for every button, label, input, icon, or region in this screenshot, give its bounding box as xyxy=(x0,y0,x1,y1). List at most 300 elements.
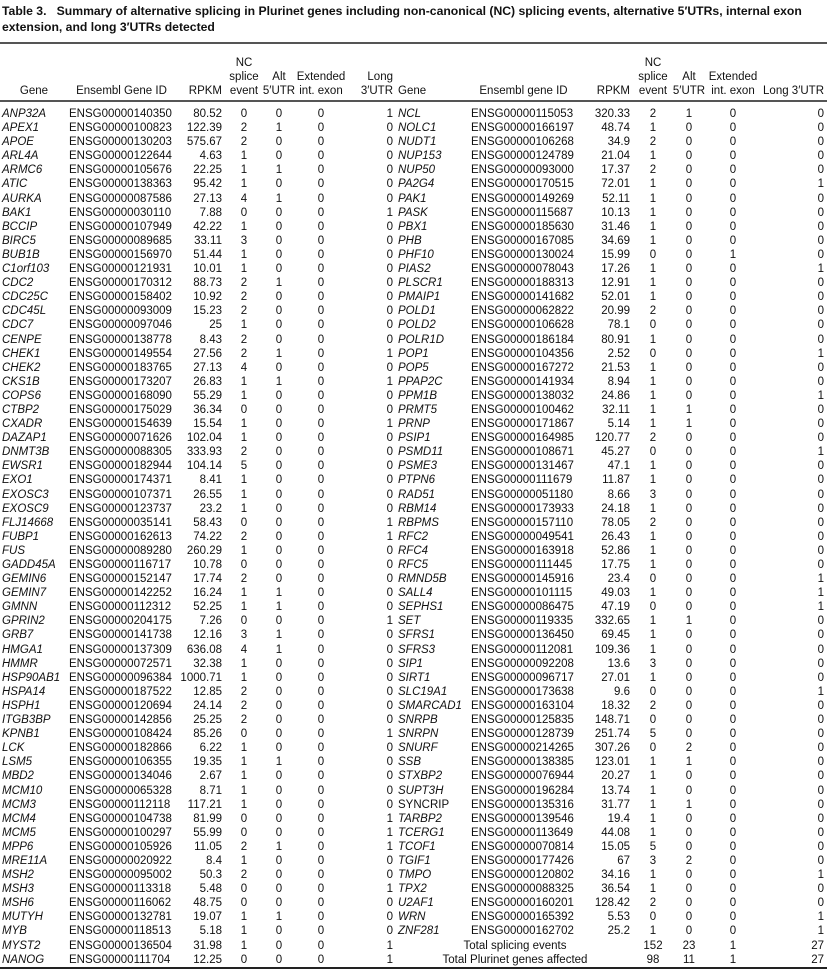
alt-5utr-cell: 0 xyxy=(685,714,693,727)
ensembl-id-cell: ENSG00000111445 xyxy=(471,559,573,571)
rpkm-cell: 17.26 xyxy=(601,263,630,276)
rpkm-cell: 10.01 xyxy=(193,263,222,276)
rpkm-cell: 8.94 xyxy=(607,375,630,388)
long-3utr-cell: 0 xyxy=(386,234,393,247)
alt-5utr-cell: 1 xyxy=(275,840,283,853)
gene-cell: PSME3 xyxy=(398,460,437,473)
ext-exon-cell: 0 xyxy=(729,277,737,290)
gene-cell: RFC4 xyxy=(398,544,429,557)
ensembl-id-cell: ENSG00000182944 xyxy=(69,460,172,473)
gene-cell: RMND5B xyxy=(398,573,447,586)
alt-5utr-cell: 1 xyxy=(275,911,283,924)
ensembl-id-cell: ENSG00000166197 xyxy=(471,122,574,135)
ext-exon-cell: 0 xyxy=(317,136,325,149)
ext-exon-cell: 0 xyxy=(317,544,325,557)
gene-cell: POLD1 xyxy=(398,305,436,318)
nc-splice-cell: 1 xyxy=(240,220,248,233)
long-3utr-cell: 0 xyxy=(386,911,393,924)
long-3utr-cell: 0 xyxy=(386,714,393,727)
gene-cell: NCL xyxy=(398,108,422,120)
alt-5utr-cell: 0 xyxy=(275,446,283,459)
ext-exon-cell: 0 xyxy=(317,883,325,896)
rpkm-cell: 48.75 xyxy=(193,897,222,910)
alt-5utr-cell: 0 xyxy=(275,742,283,755)
alt-5utr-cell: 0 xyxy=(685,220,693,233)
table-row xyxy=(0,333,827,347)
nc-splice-cell: 1 xyxy=(649,234,657,247)
nc-splice-cell: 1 xyxy=(240,389,248,402)
ext-exon-cell: 1 xyxy=(729,248,737,261)
alt-5utr-cell: 1 xyxy=(275,375,283,388)
long-3utr-cell: 1 xyxy=(386,840,393,853)
ext-exon-cell: 0 xyxy=(729,192,737,205)
ensembl-id-cell: ENSG00000108671 xyxy=(471,446,574,459)
ensembl-id-cell: ENSG00000162702 xyxy=(471,925,574,938)
rpkm-cell: 31.98 xyxy=(193,939,222,952)
alt-5utr-cell: 0 xyxy=(275,361,283,374)
ext-exon-cell: 0 xyxy=(317,502,325,515)
gene-cell: MCM5 xyxy=(2,826,36,839)
table-row xyxy=(0,163,827,177)
gene-cell: SMARCAD1 xyxy=(398,699,462,712)
alt-5utr-cell: 0 xyxy=(275,714,283,727)
ext-exon-cell: 0 xyxy=(317,291,325,304)
gene-cell: CXADR xyxy=(2,418,43,431)
ensembl-id-cell: ENSG00000093000 xyxy=(471,164,574,177)
ext-exon-cell: 0 xyxy=(729,516,737,529)
alt-5utr-cell: 1 xyxy=(685,108,693,120)
long-3utr-cell: 0 xyxy=(386,559,393,571)
nc-splice-cell: 1 xyxy=(649,770,657,783)
alt-5utr-cell: 0 xyxy=(685,122,693,135)
long-3utr-cell: 0 xyxy=(386,333,393,346)
ext-exon-cell: 0 xyxy=(729,742,737,755)
ensembl-id-cell: ENSG00000132781 xyxy=(69,911,172,924)
gene-cell: ITGB3BP xyxy=(2,714,51,727)
gene-cell: RAD51 xyxy=(398,488,436,501)
alt-5utr-cell: 0 xyxy=(275,854,283,867)
alt-5utr-cell: 0 xyxy=(685,728,693,741)
gene-cell: KPNB1 xyxy=(2,728,40,741)
alt-5utr-cell: 0 xyxy=(275,826,283,839)
nc-splice-cell: 1 xyxy=(240,911,248,924)
long-3utr-cell: 0 xyxy=(817,812,824,825)
ensembl-id-cell: ENSG00000163104 xyxy=(471,699,574,712)
table-row xyxy=(0,502,827,516)
rpkm-cell: 9.6 xyxy=(614,685,630,698)
nc-splice-cell: 1 xyxy=(649,178,657,191)
nc-splice-cell: 0 xyxy=(240,826,248,839)
gene-cell: SET xyxy=(398,615,421,628)
rpkm-cell: 575.67 xyxy=(186,136,222,149)
ensembl-id-cell: ENSG00000188313 xyxy=(471,277,574,290)
alt-5utr-cell: 0 xyxy=(685,389,693,402)
gene-cell: NUP153 xyxy=(398,150,442,163)
table-row xyxy=(0,685,827,699)
ensembl-id-cell: ENSG00000141738 xyxy=(69,629,172,642)
long-3utr-cell: 0 xyxy=(817,488,824,501)
ensembl-id-cell: ENSG00000165392 xyxy=(471,911,574,924)
alt-5utr-cell: 1 xyxy=(685,798,693,811)
rpkm-cell: 12.85 xyxy=(193,685,222,698)
table-row xyxy=(0,586,827,600)
rpkm-cell: 109.36 xyxy=(594,643,630,656)
alt-5utr-cell: 0 xyxy=(685,516,693,529)
alt-5utr-cell: 1 xyxy=(685,418,693,431)
long-3utr-cell: 1 xyxy=(386,615,393,628)
alt-5utr-cell: 0 xyxy=(685,925,693,938)
alt-5utr-cell: 1 xyxy=(685,615,693,628)
long-3utr-cell: 0 xyxy=(817,643,824,656)
ext-exon-cell: 0 xyxy=(729,784,737,797)
rpkm-cell: 333.93 xyxy=(186,446,222,459)
ext-exon-cell: 0 xyxy=(729,164,737,177)
gene-cell: DAZAP1 xyxy=(2,432,47,445)
nc-splice-cell: 2 xyxy=(240,685,248,698)
alt-5utr-cell: 0 xyxy=(275,403,283,416)
rpkm-cell: 17.74 xyxy=(193,573,222,586)
nc-splice-cell: 2 xyxy=(649,136,657,149)
ensembl-id-cell: ENSG00000130203 xyxy=(69,136,172,149)
ensembl-id-cell: ENSG00000108424 xyxy=(69,728,172,741)
rpkm-cell: 320.33 xyxy=(594,108,630,120)
ensembl-id-cell: ENSG00000116717 xyxy=(69,559,172,571)
ensembl-id-cell: ENSG00000071626 xyxy=(69,432,172,445)
gene-cell: SNRPB xyxy=(398,714,438,727)
ext-exon-cell: 0 xyxy=(317,319,325,332)
ensembl-id-cell: ENSG00000111704 xyxy=(69,953,171,966)
long-3utr-cell: 0 xyxy=(386,854,393,867)
rpkm-cell: 85.26 xyxy=(193,728,222,741)
ensembl-id-cell: ENSG00000086475 xyxy=(471,601,574,614)
rpkm-cell: 52.25 xyxy=(193,601,222,614)
ensembl-id-cell: ENSG00000051180 xyxy=(471,488,574,501)
long-3utr-cell: 0 xyxy=(386,277,393,290)
ensembl-id-cell: ENSG00000118513 xyxy=(69,925,172,938)
alt-5utr-cell: 0 xyxy=(685,911,693,924)
long-3utr-cell: 1 xyxy=(386,418,393,431)
gene-cell: COPS6 xyxy=(2,389,41,402)
nc-splice-cell: 1 xyxy=(240,544,248,557)
rpkm-cell: 7.88 xyxy=(199,206,222,219)
nc-splice-cell: 1 xyxy=(649,403,657,416)
nc-splice-cell: 0 xyxy=(649,911,657,924)
table-row xyxy=(0,798,827,812)
rpkm-cell: 10.13 xyxy=(601,206,630,219)
gene-cell: PIAS2 xyxy=(398,263,431,276)
column-header: Ensembl Gene ID xyxy=(66,44,174,101)
gene-cell: SALL4 xyxy=(398,587,433,600)
long-3utr-cell: 0 xyxy=(817,136,824,149)
nc-splice-cell: 1 xyxy=(649,812,657,825)
nc-splice-cell: 2 xyxy=(240,277,248,290)
rpkm-cell: 11.05 xyxy=(194,840,222,853)
gene-cell: NUDT1 xyxy=(398,136,437,149)
long-3utr-cell: 1 xyxy=(386,728,393,741)
ext-exon-cell: 0 xyxy=(729,150,737,163)
nc-splice-cell: 1 xyxy=(649,333,657,346)
table-row xyxy=(0,347,827,361)
gene-cell: POP1 xyxy=(398,347,429,360)
rpkm-cell: 2.67 xyxy=(199,770,222,783)
column-header: RPKM xyxy=(174,44,226,101)
ensembl-id-cell: ENSG00000139546 xyxy=(471,812,574,825)
gene-cell: MUTYH xyxy=(2,911,43,924)
rpkm-cell: 2.52 xyxy=(607,347,630,360)
table-row xyxy=(0,135,827,149)
ensembl-id-cell: ENSG00000105676 xyxy=(69,164,172,177)
gene-cell: SYNCRIP xyxy=(398,798,450,811)
nc-splice-cell: 0 xyxy=(649,446,657,459)
alt-5utr-cell: 0 xyxy=(685,530,693,543)
nc-splice-cell: 2 xyxy=(240,699,248,712)
nc-splice-cell: 1 xyxy=(240,854,248,867)
ext-exon-cell: 0 xyxy=(729,220,737,233)
ext-exon-cell: 0 xyxy=(729,812,737,825)
total-value: 27 xyxy=(811,953,824,966)
ensembl-id-cell: ENSG00000136504 xyxy=(69,939,172,952)
rpkm-cell: 11.87 xyxy=(602,474,630,487)
table-row xyxy=(0,868,827,882)
long-3utr-cell: 0 xyxy=(386,178,393,191)
ext-exon-cell: 0 xyxy=(317,939,325,952)
nc-splice-cell: 0 xyxy=(240,883,248,896)
nc-splice-cell: 0 xyxy=(649,573,657,586)
gene-cell: PTPN6 xyxy=(398,474,436,487)
column-header: Long 3′UTR xyxy=(346,44,396,101)
rpkm-cell: 19.4 xyxy=(607,812,630,825)
ensembl-id-cell: ENSG00000183765 xyxy=(69,361,172,374)
gene-cell: TCOF1 xyxy=(398,840,436,853)
gene-cell: SNURF xyxy=(398,742,438,755)
long-3utr-cell: 0 xyxy=(386,629,393,642)
rpkm-cell: 260.29 xyxy=(186,544,222,557)
nc-splice-cell: 1 xyxy=(649,375,657,388)
ensembl-id-cell: ENSG00000156970 xyxy=(69,248,172,261)
ensembl-id-cell: ENSG00000141682 xyxy=(471,291,574,304)
ensembl-id-cell: ENSG00000135316 xyxy=(471,798,574,811)
table-row xyxy=(0,304,827,318)
alt-5utr-cell: 0 xyxy=(685,883,693,896)
long-3utr-cell: 0 xyxy=(386,657,393,670)
gene-cell: PPAP2C xyxy=(398,375,443,388)
nc-splice-cell: 0 xyxy=(649,347,657,360)
alt-5utr-cell: 0 xyxy=(275,333,283,346)
gene-cell: PLSCR1 xyxy=(398,277,443,290)
gene-cell: PASK xyxy=(398,206,428,219)
ext-exon-cell: 0 xyxy=(729,361,737,374)
alt-5utr-cell: 0 xyxy=(685,375,693,388)
gene-cell: STXBP2 xyxy=(398,770,443,783)
gene-cell: HMGA1 xyxy=(2,643,43,656)
ensembl-id-cell: ENSG00000140350 xyxy=(69,108,172,120)
table-row xyxy=(0,812,827,826)
ensembl-id-cell: ENSG00000121931 xyxy=(69,263,172,276)
alt-5utr-cell: 2 xyxy=(685,742,693,755)
table-row xyxy=(0,544,827,558)
gene-cell: FLJ14668 xyxy=(2,516,54,529)
rpkm-cell: 251.74 xyxy=(594,728,630,741)
rpkm-cell: 72.01 xyxy=(601,178,630,191)
total-value: 11 xyxy=(683,953,695,966)
ensembl-id-cell: ENSG00000124789 xyxy=(471,150,574,163)
nc-splice-cell: 2 xyxy=(240,305,248,318)
ext-exon-cell: 0 xyxy=(729,798,737,811)
ensembl-id-cell: ENSG00000137309 xyxy=(69,643,172,656)
ensembl-id-cell: ENSG00000149554 xyxy=(69,347,172,360)
alt-5utr-cell: 1 xyxy=(685,403,693,416)
table-row xyxy=(0,572,827,586)
alt-5utr-cell: 0 xyxy=(685,629,693,642)
long-3utr-cell: 0 xyxy=(386,389,393,402)
gene-cell: CDC25C xyxy=(2,291,49,304)
alt-5utr-cell: 1 xyxy=(275,756,283,769)
ensembl-id-cell: ENSG00000076944 xyxy=(471,770,574,783)
long-3utr-cell: 0 xyxy=(386,587,393,600)
ensembl-id-cell: ENSG00000125835 xyxy=(471,714,574,727)
ext-exon-cell: 0 xyxy=(729,544,737,557)
rpkm-cell: 15.54 xyxy=(193,418,222,431)
nc-splice-cell: 1 xyxy=(649,291,657,304)
ext-exon-cell: 0 xyxy=(317,685,325,698)
ext-exon-cell: 0 xyxy=(729,559,737,571)
ext-exon-cell: 0 xyxy=(729,587,737,600)
long-3utr-cell: 0 xyxy=(386,544,393,557)
rpkm-cell: 47.19 xyxy=(601,601,630,614)
long-3utr-cell: 0 xyxy=(386,671,393,684)
alt-5utr-cell: 0 xyxy=(275,108,283,120)
table-caption xyxy=(0,0,827,37)
gene-cell: NOLC1 xyxy=(398,122,437,135)
table-row xyxy=(0,459,827,473)
alt-5utr-cell: 0 xyxy=(275,812,283,825)
rpkm-cell: 102.04 xyxy=(186,432,222,445)
table-row xyxy=(0,431,827,445)
ext-exon-cell: 0 xyxy=(317,305,325,318)
alt-5utr-cell: 0 xyxy=(275,150,283,163)
rpkm-cell: 13.74 xyxy=(601,784,630,797)
gene-cell: TPX2 xyxy=(398,883,427,896)
gene-cell: EWSR1 xyxy=(2,460,43,473)
alt-5utr-cell: 0 xyxy=(275,319,283,332)
table-row xyxy=(0,318,827,332)
gene-cell: GADD45A xyxy=(2,559,56,571)
gene-cell: PMAIP1 xyxy=(398,291,441,304)
long-3utr-cell: 0 xyxy=(817,615,824,628)
alt-5utr-cell: 0 xyxy=(275,178,283,191)
nc-splice-cell: 1 xyxy=(649,474,657,487)
alt-5utr-cell: 0 xyxy=(275,291,283,304)
nc-splice-cell: 0 xyxy=(240,206,248,219)
table-row xyxy=(0,643,827,657)
table-row xyxy=(0,741,827,755)
table-row xyxy=(0,628,827,642)
long-3utr-cell: 0 xyxy=(817,474,824,487)
nc-splice-cell: 3 xyxy=(240,234,248,247)
alt-5utr-cell: 0 xyxy=(685,446,693,459)
ext-exon-cell: 0 xyxy=(729,530,737,543)
table-row xyxy=(0,840,827,854)
ext-exon-cell: 0 xyxy=(729,136,737,149)
nc-splice-cell: 4 xyxy=(240,361,248,374)
alt-5utr-cell: 0 xyxy=(685,671,693,684)
long-3utr-cell: 0 xyxy=(817,375,824,388)
rpkm-cell: 33.11 xyxy=(194,234,222,247)
gene-cell: MYST2 xyxy=(2,939,41,952)
nc-splice-cell: 1 xyxy=(649,925,657,938)
column-header: Extended int. exon xyxy=(296,44,346,101)
alt-5utr-cell: 0 xyxy=(685,206,693,219)
ensembl-id-cell: ENSG00000106355 xyxy=(69,756,172,769)
table-row xyxy=(0,614,827,628)
long-3utr-cell: 0 xyxy=(817,164,824,177)
nc-splice-cell: 0 xyxy=(240,812,248,825)
ext-exon-cell: 0 xyxy=(729,657,737,670)
long-3utr-cell: 1 xyxy=(386,812,393,825)
gene-cell: PA2G4 xyxy=(398,178,435,191)
alt-5utr-cell: 0 xyxy=(685,164,693,177)
ensembl-id-cell: ENSG00000116062 xyxy=(69,897,172,910)
alt-5utr-cell: 0 xyxy=(275,869,283,882)
ensembl-id-cell: ENSG00000092208 xyxy=(471,657,574,670)
table-row xyxy=(0,248,827,262)
ensembl-id-cell: ENSG00000106268 xyxy=(471,136,574,149)
ext-exon-cell: 0 xyxy=(317,418,325,431)
long-3utr-cell: 0 xyxy=(817,305,824,318)
ext-exon-cell: 0 xyxy=(729,432,737,445)
ensembl-id-cell: ENSG00000113318 xyxy=(69,883,172,896)
alt-5utr-cell: 0 xyxy=(685,291,693,304)
ensembl-id-cell: ENSG00000142856 xyxy=(69,714,172,727)
ensembl-id-cell: ENSG00000162613 xyxy=(69,530,172,543)
gene-cell: APOE xyxy=(2,136,34,149)
nc-splice-cell: 2 xyxy=(240,446,248,459)
ext-exon-cell: 0 xyxy=(729,911,737,924)
long-3utr-cell: 1 xyxy=(817,685,824,698)
nc-splice-cell: 1 xyxy=(240,502,248,515)
nc-splice-cell: 1 xyxy=(649,671,657,684)
ensembl-id-cell: ENSG00000173207 xyxy=(69,375,172,388)
long-3utr-cell: 0 xyxy=(386,474,393,487)
ext-exon-cell: 0 xyxy=(729,629,737,642)
table-row xyxy=(0,361,827,375)
table-title: Summary of alternative splicing in Plurinet genes including non-canonical (NC) splicing events, alternative 5′UTRs, internal exon extension, and long 3′UTRs detected xyxy=(2,4,802,34)
rpkm-cell: 26.55 xyxy=(193,488,222,501)
alt-5utr-cell: 1 xyxy=(275,629,283,642)
gene-cell: MPP6 xyxy=(2,840,34,853)
ext-exon-cell: 0 xyxy=(317,812,325,825)
table-body xyxy=(0,101,827,967)
nc-splice-cell: 2 xyxy=(649,305,657,318)
ensembl-id-cell: ENSG00000120802 xyxy=(471,869,574,882)
rpkm-cell: 74.22 xyxy=(193,530,222,543)
nc-splice-cell: 3 xyxy=(649,854,657,867)
gene-cell: SSB xyxy=(398,756,422,769)
long-3utr-cell: 0 xyxy=(386,488,393,501)
gene-cell: PAK1 xyxy=(398,192,427,205)
table-row xyxy=(0,417,827,431)
nc-splice-cell: 1 xyxy=(649,784,657,797)
nc-splice-cell: 1 xyxy=(240,742,248,755)
ext-exon-cell: 0 xyxy=(317,220,325,233)
rpkm-cell: 24.86 xyxy=(601,389,630,402)
gene-cell: SEPHS1 xyxy=(398,601,444,614)
nc-splice-cell: 2 xyxy=(240,714,248,727)
ext-exon-cell: 0 xyxy=(317,234,325,247)
table-row xyxy=(0,826,827,840)
gene-cell: PHF10 xyxy=(398,248,434,261)
gene-cell: MSH6 xyxy=(2,897,34,910)
